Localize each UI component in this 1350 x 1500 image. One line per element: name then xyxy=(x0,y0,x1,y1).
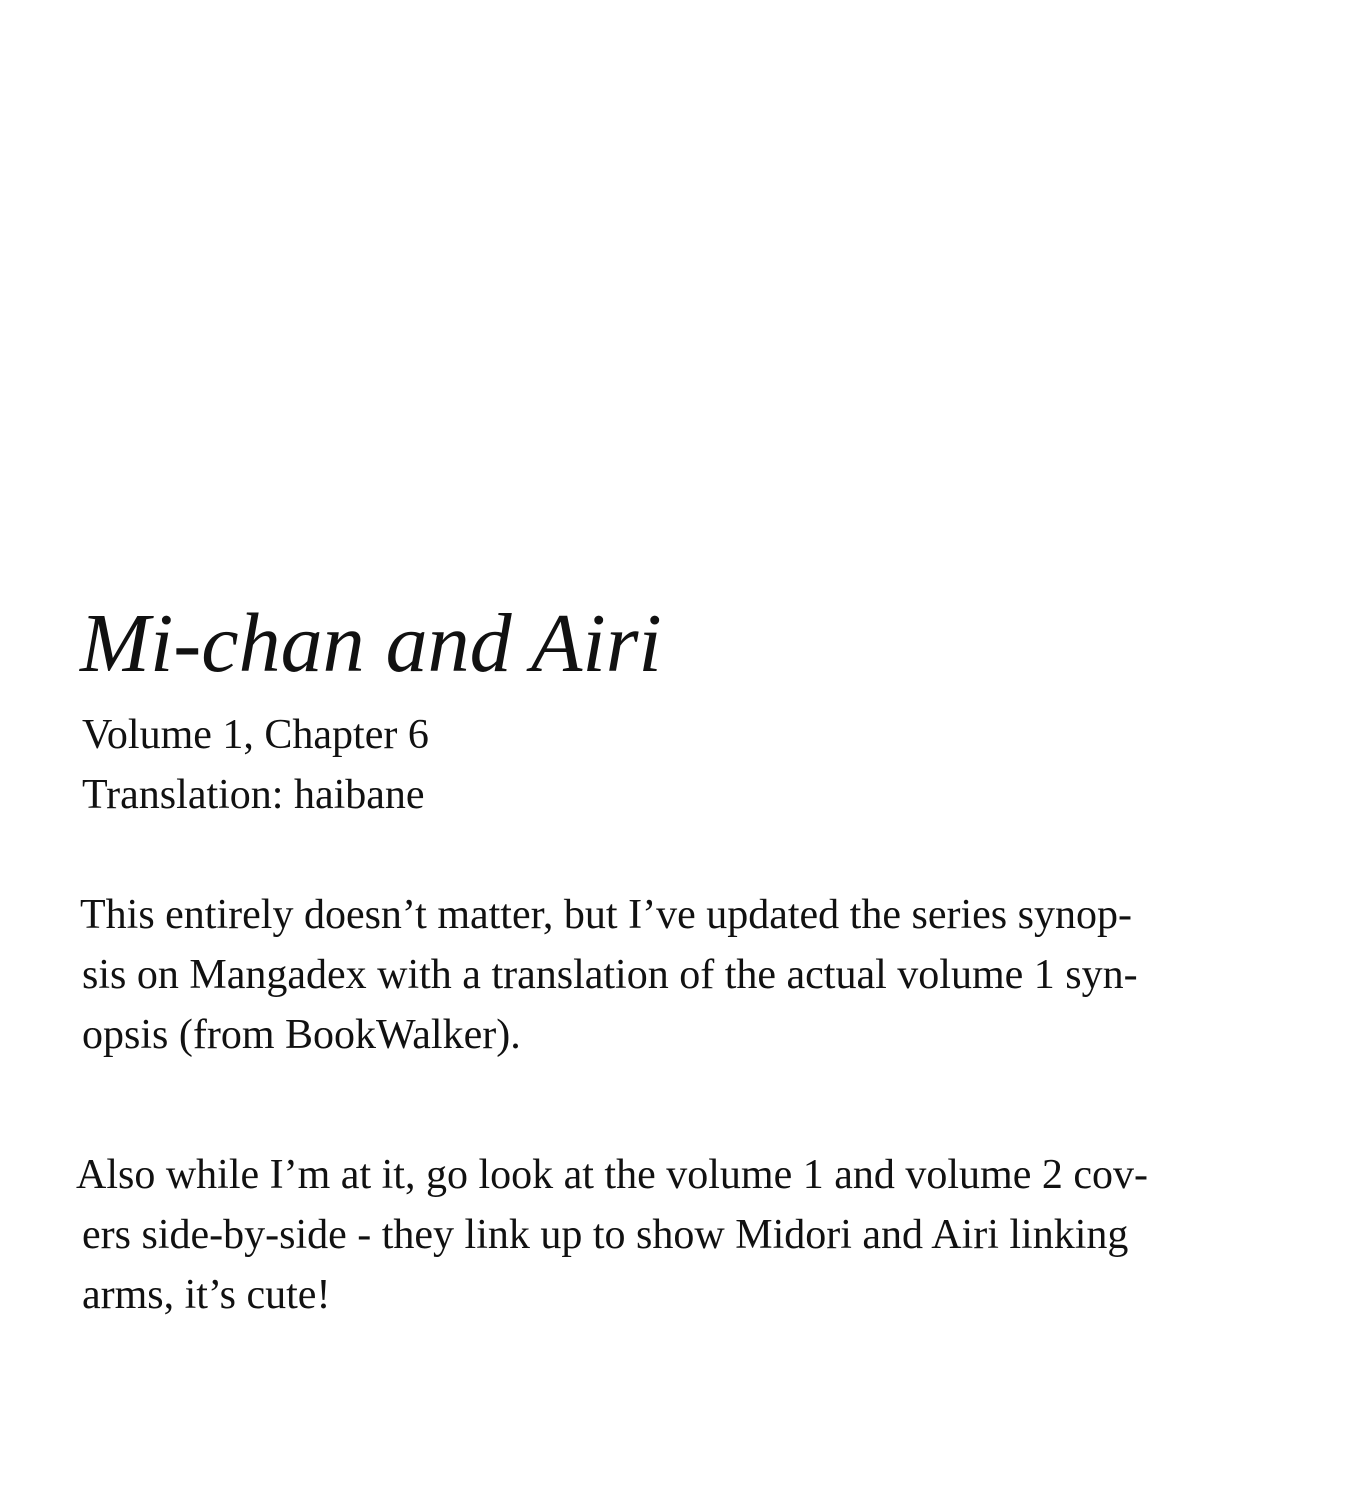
volume-chapter: Volume 1, Chapter 6 xyxy=(82,712,429,758)
translation-credit: Translation: haibane xyxy=(82,772,425,818)
paragraph-line: opsis (from BookWalker). xyxy=(82,1012,521,1058)
paragraph-line: sis on Mangadex with a translation of the actual volume 1 syn- xyxy=(82,952,1138,998)
series-title: Mi-chan and Airi xyxy=(80,597,662,690)
paragraph-line: arms, it’s cute! xyxy=(82,1272,331,1318)
paragraph-line: Also while I’m at it, go look at the volume 1 and volume 2 cov- xyxy=(76,1152,1148,1198)
paragraph-line: This entirely doesn’t matter, but I’ve updated the series synop- xyxy=(80,892,1132,938)
paragraph-line: ers side-by-side - they link up to show Midori and Airi linking xyxy=(82,1212,1129,1258)
